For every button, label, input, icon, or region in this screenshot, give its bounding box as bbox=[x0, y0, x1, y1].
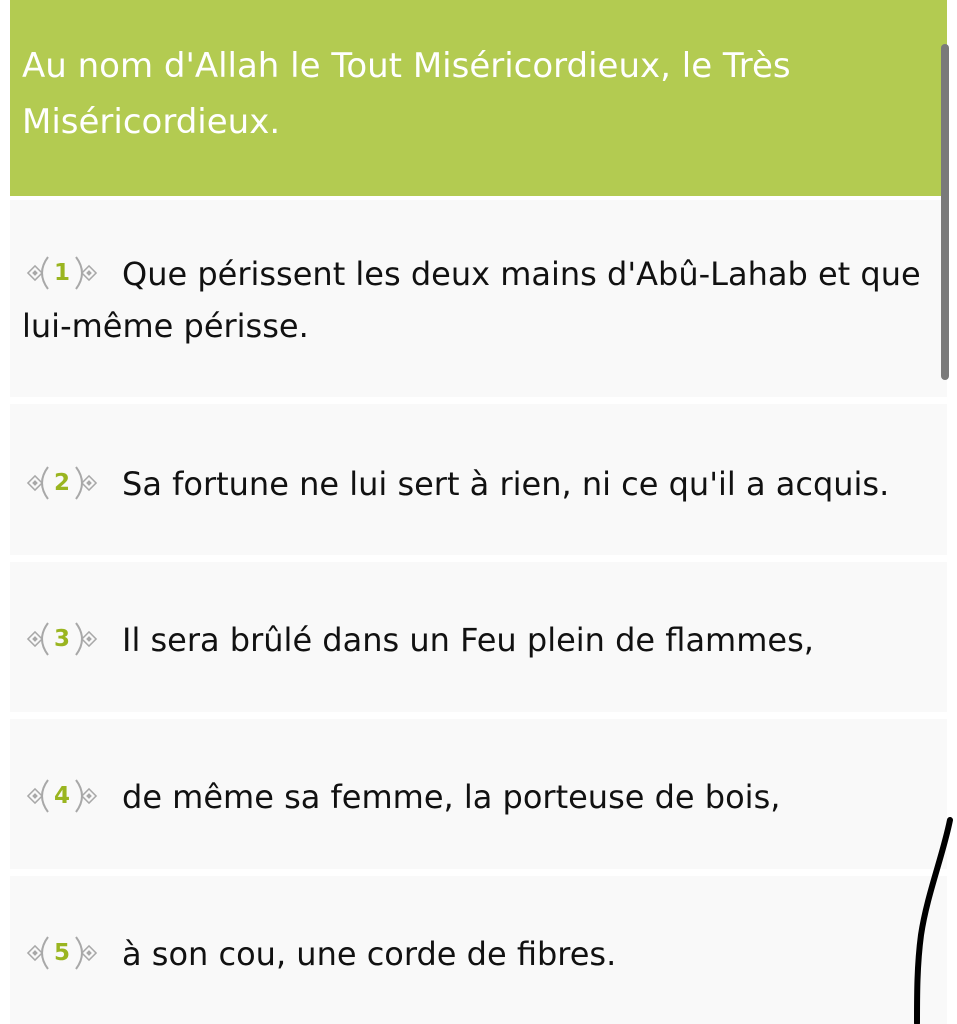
verse-content bbox=[22, 248, 929, 352]
verse-item-1[interactable] bbox=[10, 200, 947, 397]
verse-content bbox=[22, 614, 929, 666]
verse-item-3[interactable] bbox=[10, 562, 947, 712]
verse-number-marker bbox=[22, 776, 102, 816]
verse-item-2[interactable] bbox=[10, 404, 947, 555]
verse-number-marker bbox=[22, 253, 102, 293]
verse-text: à son cou, une corde de fibres. bbox=[122, 935, 617, 973]
verse-number: 5 bbox=[53, 940, 70, 966]
verse-number-marker bbox=[22, 619, 102, 659]
verse-content bbox=[22, 458, 929, 510]
verse-number: 3 bbox=[53, 626, 70, 652]
verse-text: de même sa femme, la porteuse de bois, bbox=[122, 778, 781, 816]
verse-content bbox=[22, 928, 929, 980]
verse-number: 1 bbox=[53, 260, 70, 286]
verse-item-5[interactable] bbox=[10, 876, 947, 1024]
verse-item-4[interactable] bbox=[10, 719, 947, 869]
verse-text: Il sera brûlé dans un Feu plein de flammes, bbox=[122, 621, 814, 659]
verse-number-marker bbox=[22, 463, 102, 503]
verse-text: Que périssent les deux mains d'Abû-Lahab et que lui-même périsse. bbox=[22, 255, 921, 345]
verse-content bbox=[22, 771, 929, 823]
basmala-banner bbox=[10, 0, 947, 196]
scrollbar-thumb[interactable] bbox=[941, 44, 949, 380]
pen-annotation-stroke bbox=[905, 815, 957, 1024]
verse-number: 2 bbox=[53, 470, 70, 496]
basmala-text: Au nom d'Allah le Tout Miséricordieux, le Très Miséricordieux. bbox=[22, 46, 791, 142]
verse-text: Sa fortune ne lui sert à rien, ni ce qu'il a acquis. bbox=[122, 465, 890, 503]
verse-number-marker bbox=[22, 933, 102, 973]
verse-number: 4 bbox=[53, 783, 70, 809]
